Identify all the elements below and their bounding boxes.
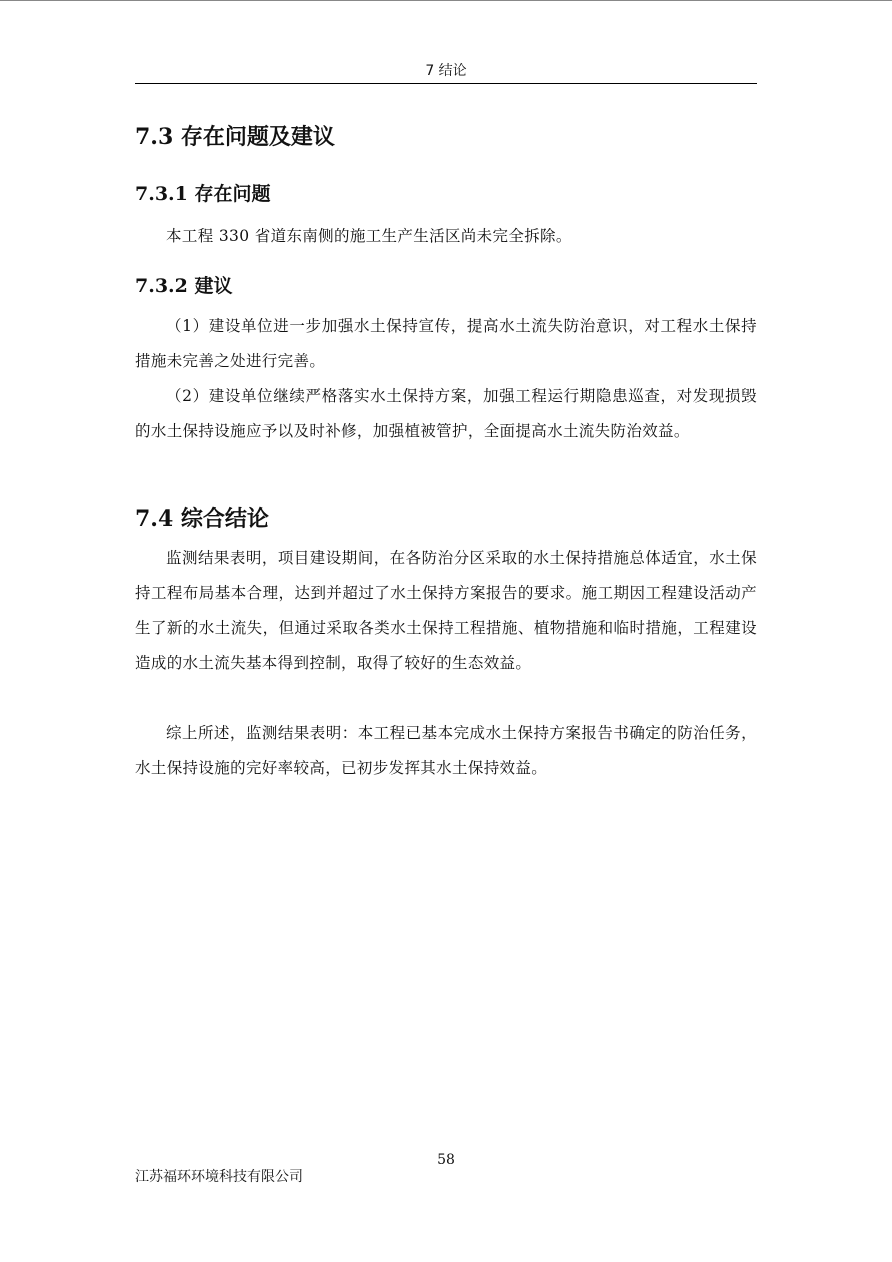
page-top-border (0, 0, 892, 1)
page-number: 58 (437, 1152, 455, 1168)
paragraph-suggestion-2: （2）建设单位继续严格落实水土保持方案，加强工程运行期隐患巡查，对发现损毁的水土保持设施应予以及时补修，加强植被管护，全面提高水土流失防治效益。 (135, 387, 757, 440)
footer-company-name: 江苏福环环境科技有限公司 (135, 1169, 303, 1185)
section-heading-7-4: 7.4 综合结论 (135, 506, 269, 532)
section-heading-7-3-1: 7.3.1 存在问题 (135, 183, 271, 205)
paragraph-conclusion-2: 综上所述，监测结果表明：本工程已基本完成水土保持方案报告书确定的防治任务，水土保持设施的完好率较高，已初步发挥其水土保持效益。 (135, 724, 757, 777)
section-heading-7-3: 7.3 存在问题及建议 (135, 124, 335, 150)
running-header: 7 结论 (425, 63, 467, 79)
paragraph-conclusion-1: 监测结果表明，项目建设期间，在各防治分区采取的水土保持措施总体适宜，水土保持工程布局基本合理，达到并超过了水土保持方案报告的要求。施工期因工程建设活动产生了新的水土流失，但通过采取各类水土保持工程措施、植物措施和临时措施，工程建设造成的水土流失基本得到控制，取得了较好的生态效益。 (135, 549, 757, 672)
paragraph-suggestion-1: （1）建设单位进一步加强水土保持宣传，提高水土流失防治意识，对工程水土保持措施未完善之处进行完善。 (135, 317, 757, 370)
section-heading-7-3-2: 7.3.2 建议 (135, 275, 233, 297)
paragraph-existing-issue: 本工程 330 省道东南侧的施工生产生活区尚未完全拆除。 (166, 227, 572, 245)
header-rule (135, 83, 757, 84)
